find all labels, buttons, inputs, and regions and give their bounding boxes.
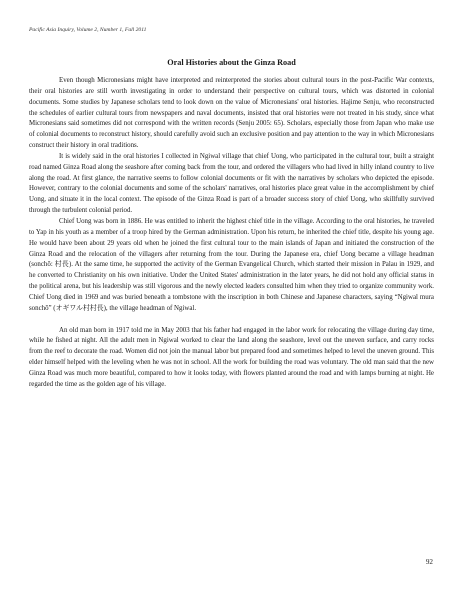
section-title: Oral Histories about the Ginza Road [167,58,296,67]
paragraph-1: Even though Micronesians might have interpreted and reinterpreted the stories about cultural tours in the post-Pacific War contexts, their oral histories are still worth investigating in order to understand their perspective on cultural tours, which was distorted in colonial documents. Some studies by Japanese scholars tend to look down on the value of Micronesians' oral histories. Hajime Senju, who reconstructed the schedules of earlier cultural tours from newspapers and naval documents, insisted that oral histories were not treated in his study, since what Micronesians said sometimes did not correspond with the written records (Senju 2005: 65). Scholars, especially those from Japan who make use of colonial documents to reconstruct history, should carefully avoid such an exclusive position and pay attention to the way in which Micronesians construct their history in oral traditions. [29,77,434,150]
paragraph-2: It is widely said in the oral histories I collected in Ngiwal village that chief Uong, who participated in the cultural tour, built a straight road named Ginza Road along the seashore after coming back from the tour, and ordered the villagers who had lived in hilly inland country to live along the road. At first glance, the narrative seems to follow colonial documents or fit with the narratives by scholars who depicted the episode. However, contrary to the colonial documents and some of the scholars' narratives, oral histories place great value in the accomplishment by chief Uong, and situate it in the local context. The episode of the Ginza Road is part of a broader success story of chief Uong, who skillfully survived through the turbulent colonial period. [29,152,434,215]
page-number: 92 [425,558,433,566]
paragraph-4: An old man born in 1917 told me in May 2003 that his father had engaged in the labor work for relocating the village during day time, while he fished at night. All the adult men in Ngiwal worked to clear the land along the seashore, level out the uneven surface, and carry rocks from the reef to decorate the road. Women did not join the manual labor but prepared food and sometimes helped to level the uneven ground. This elder himself helped with the leveling when he was not in school. All the work for building the road was voluntary. The old man said that the new Ginza Road was much more beautiful, compared to how it looks today, with flowers planted around the road and with lamps burning at night. He regarded the time as the golden age of his village. [29,326,434,388]
journal-header: Pacific Asia Inquiry, Volume 2, Number 1, Fall 2011 [29,27,147,33]
paragraph-3: Chief Uong was born in 1886. He was entitled to inherit the highest chief title in the village. According to the oral histories, he traveled to Yap in his youth as a member of a troop hired by the German administration. Upon his return, he inherited the chief title, despite his young age. He would have been about 29 years old when he joined the first cultural tour to the main islands of Japan and initiated the construction of the Ginza Road and the relocation of the villagers after returning from the tour. During the Japanese era, chief Uong became a village headman (sonchō: 村長). At the same time, he supported the activity of the German Evangelical Church, which started their mission in Palau in 1929, and he converted to Christianity on his own initiative. Under the United States' administration in the later years, he did not hold any official status in the political arena, but his leadership was still vigorous and the newly elected leaders consulted him when they tried to organize community work. Chief Uong died in 1969 and was buried beneath a tombstone with the inscription in both Chinese and Japanese characters, saying “Ngiwal mura sonchō” (オギワル村村長), the village headman of Ngiwal. [29,217,434,312]
article-body [29,76,434,391]
